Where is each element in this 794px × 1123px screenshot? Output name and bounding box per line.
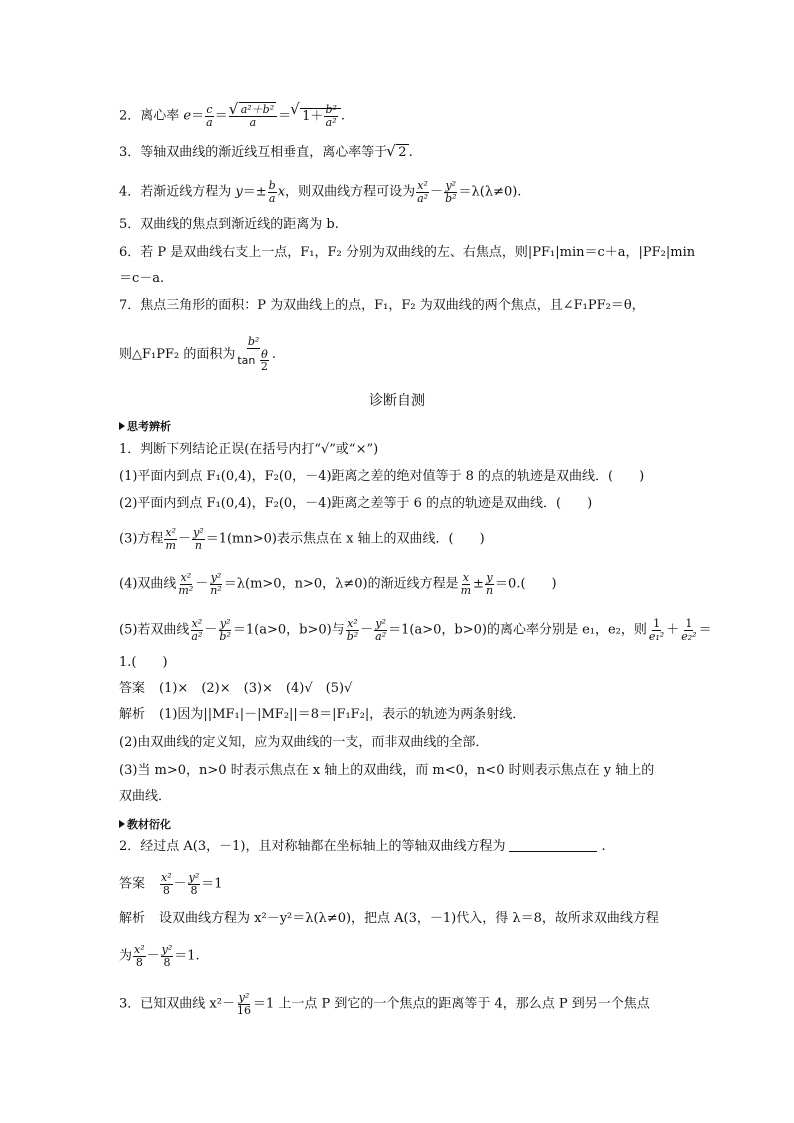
math-var: e	[183, 108, 192, 124]
denominator: a	[206, 115, 213, 129]
denominator: m²	[178, 583, 194, 597]
numerator: y²	[193, 526, 204, 539]
tan-label: tan	[237, 353, 259, 367]
fraction-x2-over-a2	[416, 180, 429, 204]
math-op: －	[173, 876, 187, 892]
q1-item-5	[119, 618, 712, 642]
property-7-line-1: 7．焦点三角形的面积：P 为双曲线上的点，F₁，F₂ 为双曲线的两个焦点，且∠F₁PF₂＝θ，	[119, 298, 645, 313]
numerator: y²	[375, 617, 386, 630]
numerator: c	[206, 103, 213, 116]
math-op: ＋	[666, 622, 680, 638]
denominator: e₁²	[648, 629, 665, 643]
math-var: y	[235, 184, 243, 200]
denominator: n²	[210, 583, 222, 597]
numerator: y²	[210, 571, 222, 584]
fraction	[160, 872, 173, 896]
q3-head	[119, 992, 650, 1016]
numerator: y²	[445, 179, 457, 192]
text: ＝0.( )	[495, 576, 557, 592]
q1-item-5-cont: 1.( )	[119, 655, 168, 670]
text: .	[271, 346, 277, 362]
analysis-label: 解析	[119, 911, 146, 926]
denominator: a²	[375, 629, 387, 643]
numerator: 1	[653, 617, 661, 630]
numerator: x²	[191, 617, 203, 630]
fraction	[236, 992, 252, 1016]
text: ＝1(mn>0)表示焦点在 x 轴上的双曲线．( )	[205, 531, 485, 547]
q1-item-3	[119, 527, 485, 551]
property-3	[119, 146, 413, 159]
radical	[387, 146, 408, 159]
fraction-b-over-a	[268, 180, 277, 204]
math-op: －	[360, 622, 374, 638]
text: ，则双曲线方程可设为	[285, 184, 416, 200]
numerator: θ	[261, 347, 268, 361]
denominator	[236, 349, 271, 373]
numerator: y²	[188, 871, 200, 884]
numerator: y²	[238, 991, 250, 1004]
denominator: b²	[219, 629, 231, 643]
fraction	[346, 618, 359, 642]
text: 3．等轴双曲线的渐近线互相垂直，离心率等于	[119, 145, 388, 160]
math-op: ＝	[278, 108, 292, 124]
text: ＝1(a>0，b>0)与	[232, 622, 345, 638]
property-7-line-2	[119, 336, 276, 373]
numerator: b	[268, 179, 276, 192]
numerator: 1	[685, 617, 693, 630]
denominator: e₂²	[681, 629, 697, 643]
radical	[230, 104, 276, 116]
numerator: y²	[219, 617, 231, 630]
fraction	[209, 572, 223, 596]
text: ＝λ(m>0，n>0，λ≠0)的渐近线方程是	[223, 576, 459, 592]
math-op: ＝±	[242, 184, 267, 200]
denominator: 2	[260, 360, 268, 374]
text: ＝1(a>0，b>0)的离心率分别是 e₁，e₂，则	[388, 622, 647, 638]
fraction	[374, 618, 387, 642]
radicand: 2	[398, 145, 407, 160]
q1-analysis-3a: (3)当 m>0，n>0 时表示焦点在 x 轴上的双曲线，而 m<0，n<0 时则表示焦点在 y 轴上的	[119, 763, 655, 778]
radicand: a²＋b²	[240, 103, 275, 116]
tag-textbook	[119, 816, 171, 832]
numerator: y²	[161, 943, 173, 956]
q1-analysis-1	[119, 708, 525, 721]
text: 离心率	[140, 108, 184, 124]
q2-analysis-1	[119, 912, 659, 925]
fraction	[218, 618, 231, 642]
text: 1＋	[302, 108, 324, 124]
q1-item-2: (2)平面内到点 F₁(0,4)，F₂(0，－4)距离之差等于 6 的点的轨迹是双曲线．( )	[119, 496, 593, 511]
section-title: 诊断自测	[369, 393, 425, 409]
numerator: x²	[417, 179, 428, 192]
fraction-b2-over-a2	[324, 104, 337, 128]
text: ＝1	[201, 876, 223, 892]
fraction	[164, 527, 177, 551]
denominator: b²	[445, 191, 457, 205]
fraction-y2-over-b2	[444, 180, 457, 204]
property-2	[119, 104, 345, 128]
denominator: 8	[162, 883, 170, 897]
text: 则△F₁PF₂ 的面积为	[119, 346, 236, 362]
answer-blank[interactable]	[509, 839, 597, 852]
q1-item-1: (1)平面内到点 F₁(0,4)，F₂(0，－4)距离之差的绝对值等于 8 的点的轨迹是双曲线．( )	[119, 469, 645, 484]
math-op: －	[430, 184, 444, 200]
numerator: b²	[325, 103, 337, 116]
fraction-area	[236, 336, 271, 373]
q2-answer	[119, 872, 223, 896]
denominator: a²	[325, 115, 337, 129]
text: ＝λ(λ≠0).	[458, 184, 522, 200]
denominator: b²	[346, 629, 359, 643]
tag-think	[119, 418, 171, 434]
analysis-label: 解析	[119, 707, 146, 722]
q1-answer	[119, 682, 352, 695]
property-5: 5．双曲线的焦点到渐近线的距离为 b.	[119, 217, 339, 232]
math-op: ±	[473, 576, 484, 592]
denominator: 8	[135, 955, 143, 969]
fraction	[161, 944, 174, 968]
tag-label: 教材衍化	[127, 818, 171, 831]
text: .	[408, 145, 413, 160]
analysis-text: 设双曲线方程为 x²－y²＝λ(λ≠0)，把点 A(3，－1)代入，得 λ＝8，故所求双曲线方程	[159, 911, 659, 926]
numerator: x²	[134, 943, 145, 956]
answer-label: 答案	[119, 681, 146, 696]
denominator: n	[485, 583, 494, 597]
property-6-line-2: ＝c－a.	[119, 271, 165, 286]
math-op: ＝	[214, 108, 228, 124]
property-4	[119, 180, 521, 204]
denominator: m	[460, 583, 472, 597]
q2-analysis-2	[119, 944, 200, 968]
text: .	[340, 108, 346, 124]
q1-analysis-3b: 双曲线．	[119, 789, 172, 804]
math-op: －	[178, 531, 192, 547]
fraction	[680, 618, 697, 642]
numerator	[229, 104, 277, 117]
triangle-icon	[119, 422, 125, 430]
fraction	[177, 572, 194, 596]
fraction	[485, 572, 494, 596]
text: (5)若双曲线	[119, 622, 190, 638]
text: (4)双曲线	[119, 576, 177, 592]
denominator: n	[194, 538, 202, 552]
q1-head: 1．判断下列结论正误(在括号内打“√”或“×”)	[119, 442, 379, 457]
item-number: 2．	[119, 108, 141, 124]
fraction-c-over-a	[205, 104, 214, 128]
numerator: x²	[347, 617, 358, 630]
q1-analysis-2: (2)由双曲线的定义知，应为双曲线的一支，而非双曲线的全部．	[119, 735, 489, 750]
fraction	[133, 944, 146, 968]
numerator: x²	[180, 571, 192, 584]
text: ＝1 上一点 P 到它的一个焦点的距离等于 4，那么点 P 到另一个焦点	[252, 996, 650, 1012]
numerator: b²	[247, 335, 260, 348]
text: ＝1.	[174, 948, 200, 964]
q1-item-4	[119, 572, 557, 596]
triangle-icon	[119, 820, 125, 828]
numerator: y	[486, 571, 493, 584]
denominator: 16	[236, 1003, 251, 1017]
denominator: a²	[417, 191, 429, 205]
property-6-line-1: 6．若 P 是双曲线右支上一点，F₁，F₂ 分别为双曲线的左、右焦点，则|PF₁|min＝c＋a，|PF₂|min	[119, 245, 696, 260]
radical-large	[291, 104, 341, 128]
analysis-text: (1)因为||MF₁|－|MF₂||＝8＝|F₁F₂|，表示的轨迹为两条射线．	[159, 707, 526, 722]
fraction	[188, 872, 201, 896]
fraction	[190, 618, 203, 642]
denominator: a	[268, 191, 276, 205]
denominator: a²	[191, 629, 203, 643]
numerator: x²	[161, 871, 172, 884]
text: 4．若渐近线方程为	[119, 184, 236, 200]
text: .	[601, 839, 606, 854]
text: (3)方程	[119, 531, 164, 547]
fraction	[460, 572, 472, 596]
radicand	[300, 103, 341, 129]
q2-head	[119, 839, 606, 853]
math-op: －	[146, 948, 160, 964]
math-var: x	[277, 184, 286, 200]
math-op: －	[195, 576, 209, 592]
answer-text: (1)× (2)× (3)× (4)√ (5)√	[159, 681, 353, 696]
denominator: m	[165, 538, 176, 552]
text: 3．已知双曲线 x²－	[119, 996, 235, 1012]
fraction-sqrt-over-a	[229, 104, 277, 128]
text: 为	[119, 948, 133, 964]
fraction-theta-over-2	[260, 349, 269, 373]
denominator: 8	[163, 955, 171, 969]
fraction	[192, 527, 205, 551]
math-op: －	[204, 622, 218, 638]
text: ＝	[698, 622, 712, 638]
denominator: 8	[190, 883, 198, 897]
fraction	[648, 618, 665, 642]
numerator: x²	[165, 526, 177, 539]
answer-label: 答案	[119, 876, 146, 892]
numerator: x	[462, 571, 469, 584]
math-op: ＝	[191, 108, 205, 124]
tag-label: 思考辨析	[127, 420, 171, 433]
text: 2．经过点 A(3，－1)，且对称轴都在坐标轴上的等轴双曲线方程为	[119, 839, 506, 854]
denominator: a	[249, 115, 257, 129]
